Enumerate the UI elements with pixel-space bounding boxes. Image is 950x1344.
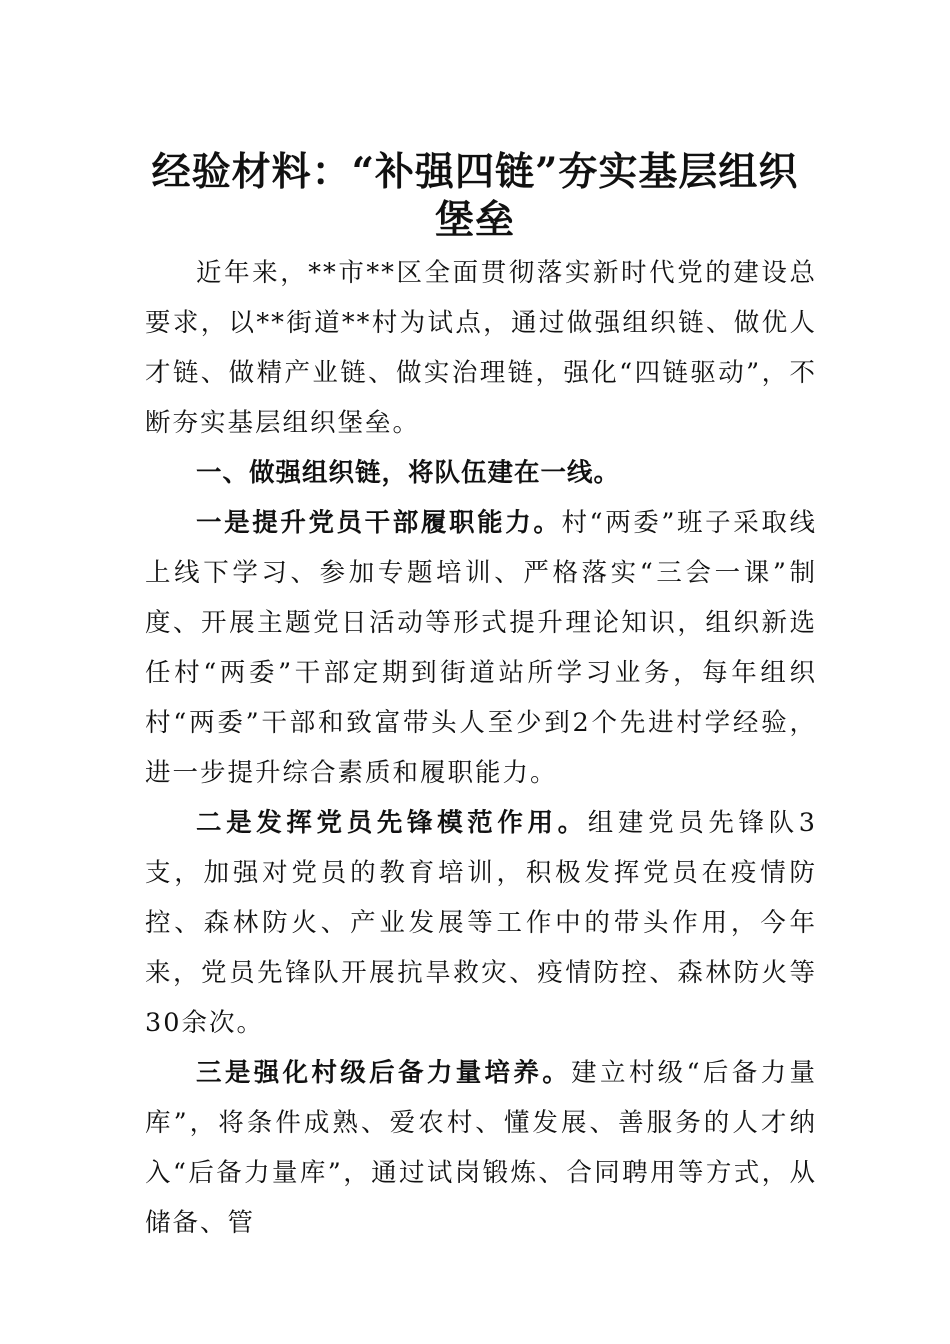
document-title: 经验材料：“补强四链”夯实基层组织堡垒 <box>151 149 799 244</box>
point-text: 村“两委”班子采取线上线下学习、参加专题培训、严格落实“三会一课”制度、开展主题党日活动等形式提升理论知识，组织新选任村“两委”干部定期到街道站所学习业务，每年组织村“两委”干部和致富带头人至少到2个先进村学经验，进一步提升综合素质和履职能力。 <box>145 508 817 788</box>
section-heading: 一、做强组织链，将队伍建在一线。 <box>196 458 621 488</box>
point-paragraph <box>145 798 817 1048</box>
point-lead: 三是强化村级后备力量培养。 <box>196 1058 572 1088</box>
intro-paragraph: 近年来，**市**区全面贯彻落实新时代党的建设总要求，以**街道**村为试点，通过做强组织链、做优人才链、做精产业链、做实治理链，强化“四链驱动”，不断夯实基层组织堡垒。 <box>145 258 817 438</box>
point-paragraph <box>145 1048 817 1248</box>
point-paragraph <box>145 498 817 798</box>
point-lead: 二是发挥党员先锋模范作用。 <box>196 808 588 838</box>
document-body <box>145 248 817 1248</box>
point-text: 建立村级“后备力量库”，将条件成熟、爱农村、懂发展、善服务的人才纳入“后备力量库”，通过试岗锻炼、合同聘用等方式，从储备、管 <box>145 1058 817 1238</box>
point-lead: 一是提升党员干部履职能力。 <box>196 508 562 538</box>
point-text: 组建党员先锋队3支，加强对党员的教育培训，积极发挥党员在疫情防控、森林防火、产业发展等工作中的带头作用，今年来，党员先锋队开展抗旱救灾、疫情防控、森林防火等30余次。 <box>145 808 817 1038</box>
